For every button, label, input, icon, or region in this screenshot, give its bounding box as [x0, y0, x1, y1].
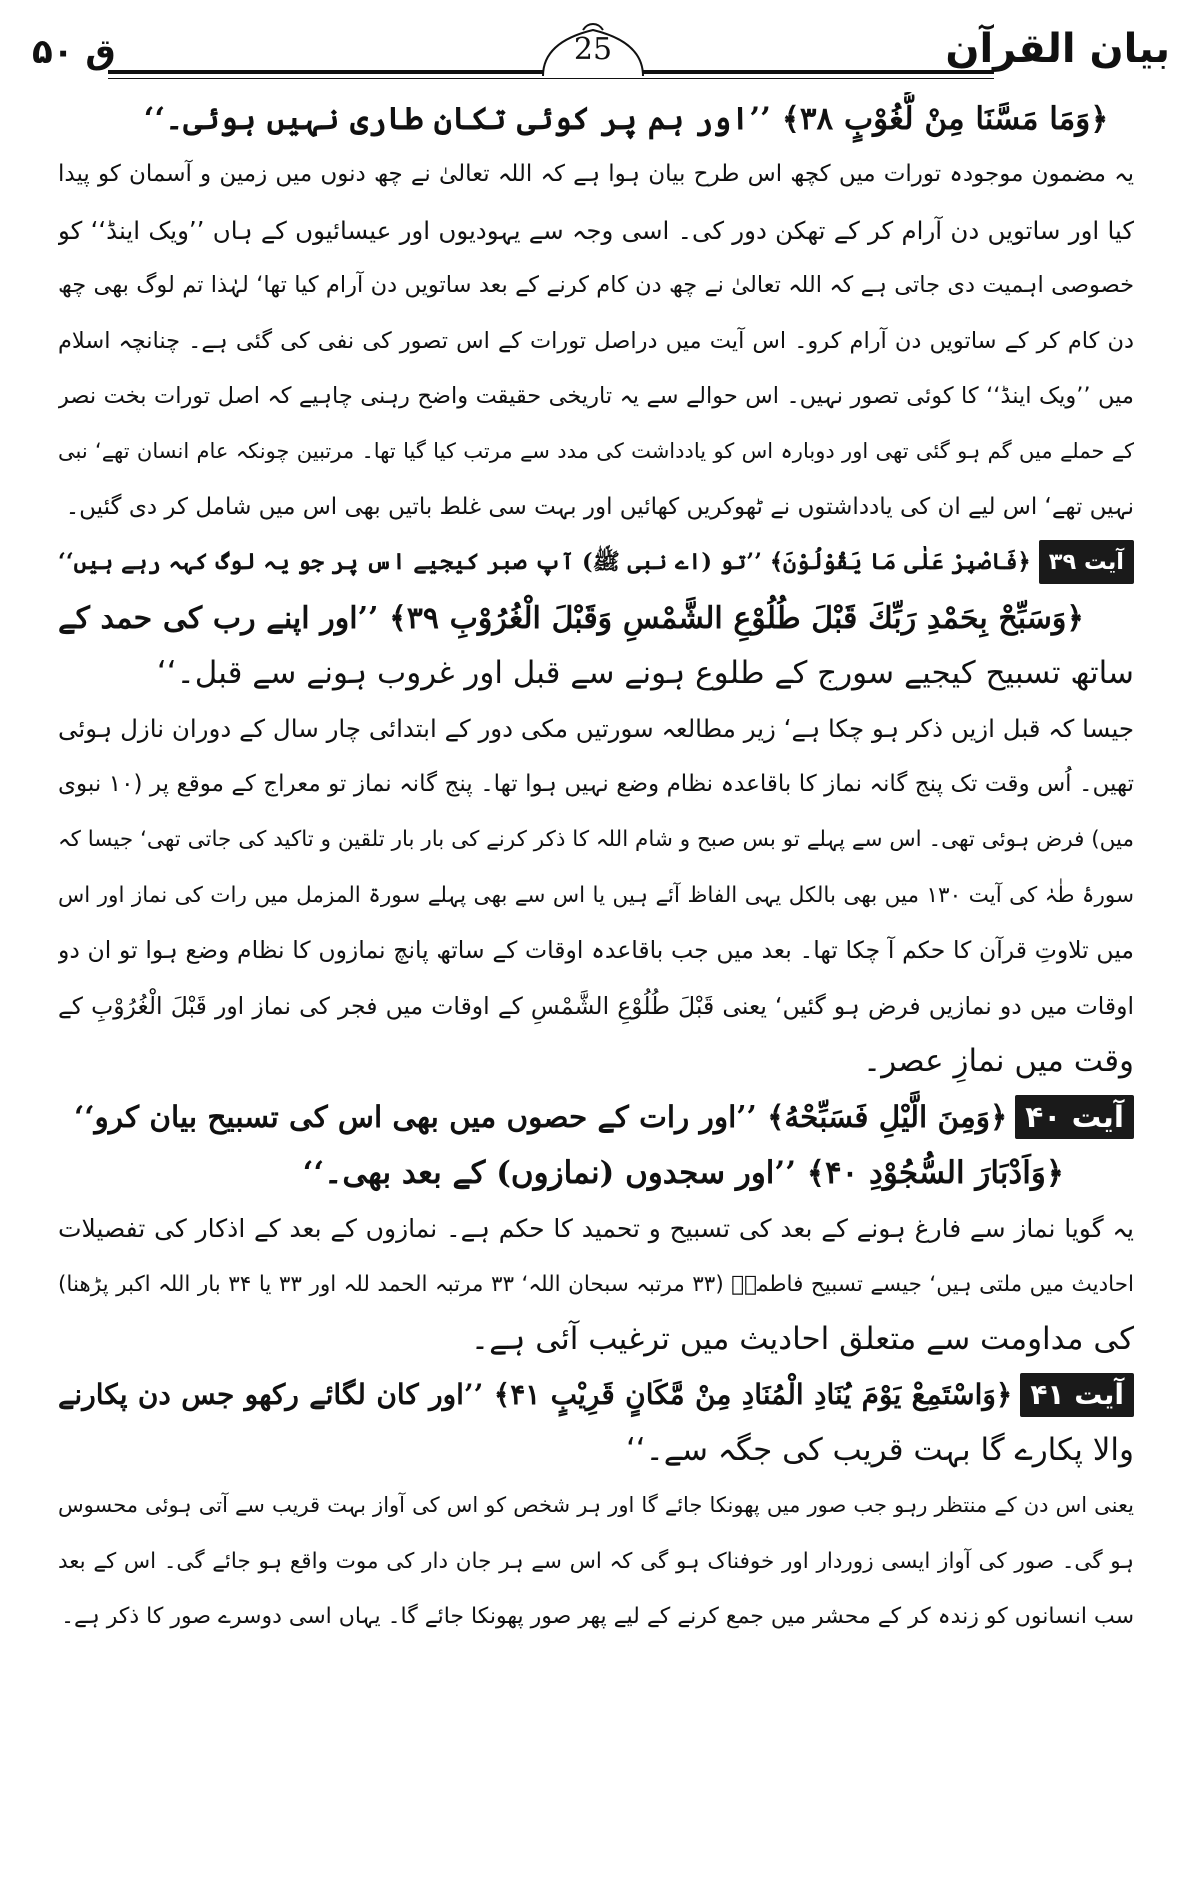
- text-line: کے حملے میں گم ہو گئی تھی اور دوبارہ اس کو یادداشت کی مدد سے مرتب کیا گیا تھا۔ مرتبین چونکہ عام انسان تھے‘ نبی: [58, 439, 1134, 464]
- verse-38-line: ﴿وَمَا مَسَّنَا مِنْ لُّغُوْبٍ ۳۸﴾ ’’اور ہم پر کوئی تکان طاری نہیں ہوئی۔‘‘: [143, 101, 1109, 137]
- text-line: میں تلاوتِ قرآن کا حکم آ چکا تھا۔ بعد میں جب باقاعدہ اوقات کے ساتھ پانچ نمازوں کا نظام وضع ہوا تو ان دو: [58, 936, 1134, 965]
- text-line: نہیں تھے‘ اس لیے ان کی یادداشتوں نے ٹھوکریں کھائیں اور بہت سی غلط باتیں بھی اس میں شامل کر دی گئیں۔: [65, 493, 1134, 520]
- verse-40-text: ﴿وَمِنَ الَّيْلِ فَسَبِّحْهُ﴾ ’’اور رات کے حصوں میں بھی اس کی تسبیح بیان کرو‘‘: [73, 1099, 1008, 1135]
- ayah-39-badge: آیت ۳۹: [1039, 540, 1134, 584]
- text-line: اوقات میں دو نمازیں فرض ہو گئیں‘ یعنی قَبْلَ طُلُوْعِ الشَّمْسِ کے اوقات میں فجر کی نماز اور قَبْلَ الْغُرُوْبِ کے: [58, 991, 1134, 1020]
- verse-41-line: [58, 1367, 1134, 1422]
- verse-40b-line: ﴿وَاَدْبَارَ السُّجُوْدِ ۴۰﴾ ’’اور سجدوں (نمازوں) کے بعد بھی۔‘‘: [302, 1154, 1064, 1191]
- page-number: 25: [573, 32, 613, 67]
- page-number-frame: [538, 18, 648, 78]
- text-line: احادیث میں ملتی ہیں‘ جیسے تسبیح فاطمہؓ (۳۳ مرتبہ سبحان اللہ‘ ۳۳ مرتبہ الحمد للہ اور ۳۳ یا ۳۴ بار اللہ اکبر پڑھنا): [58, 1271, 1134, 1297]
- page-header: [18, 18, 1174, 82]
- text-line: تھیں۔ اُس وقت تک پنج گانہ نماز کا باقاعدہ نظام وضع نہیں ہوا تھا۔ پنج گانہ نماز تو معراج کے موقع پر (۱۰ نبوی: [58, 770, 1134, 797]
- text-line: وقت میں نمازِ عصر۔: [863, 1042, 1134, 1079]
- text-line: میں) فرض ہوئی تھی۔ اس سے پہلے تو بس صبح و شام اللہ کا ذکر کرنے کی بار بار تلقین و تاکید کی جاتی تھی‘ جیسا کہ: [58, 827, 1134, 853]
- surah-reference: ق ۵۰: [32, 32, 116, 72]
- verse-40-line: [58, 1089, 1134, 1145]
- text-line: دن کام کر کے ساتویں دن آرام کرو۔ اس آیت میں دراصل تورات کے اس تصور کی نفی کی گئی ہے۔ چنانچہ اسلام: [58, 327, 1134, 354]
- page-body: [58, 92, 1134, 1644]
- text-line: ہو گی۔ صور کی آواز ایسی زوردار اور خوفناک ہو گی کہ اس سے ہر جان دار کی موت واقع ہو جائے گی۔ اس کے بعد: [58, 1548, 1134, 1574]
- verse-41-text: ﴿وَاسْتَمِعْ يَوْمَ يُنَادِ الْمُنَادِ مِنْ مَّكَانٍ قَرِيْبٍ ۴۱﴾ ’’اور کان لگائے رکھو جس دن پکارنے: [58, 1378, 1013, 1412]
- text-line: سورۂ طٰہٰ کی آیت ۱۳۰ میں بھی بالکل یہی الفاظ آئے ہیں یا اس سے بھی پہلے سورۃ المزمل میں رات کی نماز اور اس: [58, 882, 1134, 908]
- text-line: خصوصی اہمیت دی جاتی ہے کہ اللہ تعالیٰ نے چھ دن کام کرنے کے بعد ساتویں دن آرام کیا تھا‘ لہٰذا تم لوگ بھی چھ: [58, 272, 1134, 299]
- ayah-40-badge: آیت ۴۰: [1015, 1095, 1134, 1139]
- ayah-41-badge: آیت ۴۱: [1020, 1373, 1134, 1417]
- text-line: کیا اور ساتویں دن آرام کر کے تھکن دور کی۔ اسی وجہ سے یہودیوں اور عیسائیوں کے ہاں ’’ویک اینڈ‘‘ کو: [58, 215, 1134, 245]
- verse-39-line: [58, 535, 1134, 590]
- text-line: والا پکارے گا بہت قریب کی جگہ سے۔‘‘: [625, 1431, 1134, 1468]
- text-line: یہ مضمون موجودہ تورات میں کچھ اس طرح بیان ہوا ہے کہ اللہ تعالیٰ نے چھ دنوں میں زمین و آسمان کو پیدا: [58, 161, 1134, 188]
- verse-39b-line: ﴿وَسَبِّحْ بِحَمْدِ رَبِّكَ قَبْلَ طُلُوْعِ الشَّمْسِ وَقَبْلَ الْغُرُوْبِ ۳۹﴾ ’’اور اپنے رب کی حمد کے: [58, 600, 1084, 636]
- text-line: کی مداومت سے متعلق احادیث میں ترغیب آئی ہے۔: [470, 1320, 1134, 1357]
- text-line: میں ’’ویک اینڈ‘‘ کا کوئی تصور نہیں۔ اس حوالے سے یہ تاریخی حقیقت واضح رہنی چاہیے کہ اصل تورات بخت نصر: [58, 383, 1134, 410]
- header-rule-thin: [108, 78, 994, 79]
- verse-39-text: ﴿فَاصْبِرْ عَلٰی مَا يَقُوْلُوْنَ﴾ ’’تو (اے نبی ﷺ) آپ صبر کیجیے اس پر جو یہ لوگ کہہ رہے ہیں‘‘: [58, 549, 1031, 576]
- text-line: جیسا کہ قبل ازیں ذکر ہو چکا ہے‘ زیر مطالعہ سورتیں مکی دور کے ابتدائی چار سال کے دوران نازل ہوئی: [58, 714, 1134, 744]
- text-line: یعنی اس دن کے منتظر رہو جب صور میں پھونکا جائے گا اور ہر شخص کو اس کی آواز بہت قریب سے آتی ہوئی محسوس: [58, 1493, 1134, 1518]
- text-line: ساتھ تسبیح کیجیے سورج کے طلوع ہونے سے قبل اور غروب ہونے سے قبل۔‘‘: [156, 655, 1134, 692]
- text-line: یہ گویا نماز سے فارغ ہونے کے بعد کی تسبیح و تحمید کا حکم ہے۔ نمازوں کے بعد کے اذکار کی تفصیلات: [58, 1214, 1134, 1244]
- text-line: سب انسانوں کو زندہ کر کے محشر میں جمع کرنے کے لیے پھر صور پھونکا جائے گا۔ یہاں اسی دوسرے صور کا ذکر ہے۔: [61, 1603, 1134, 1629]
- book-title: بیان القرآن: [945, 26, 1170, 72]
